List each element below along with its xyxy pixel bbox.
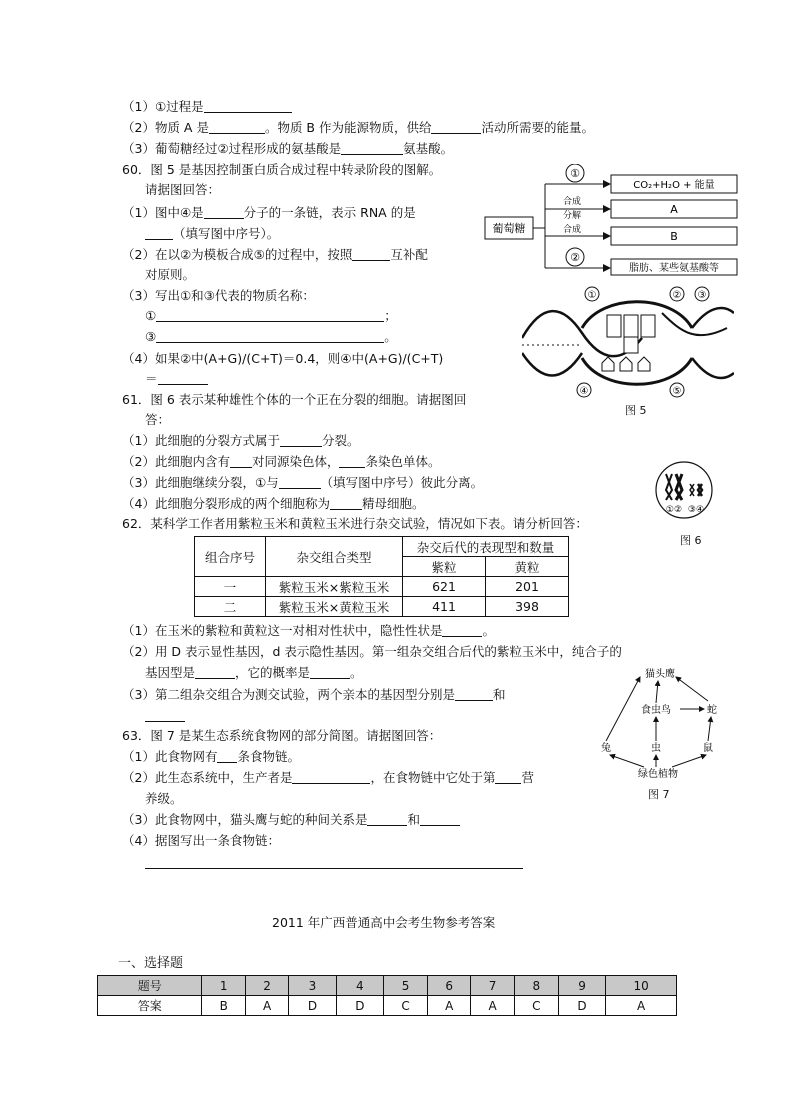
q61-line1: （1）此细胞的分裂方式属于 分裂。 <box>122 433 360 448</box>
answer-blank[interactable] <box>279 475 321 489</box>
q60-line1b: （填写图中序号）。 <box>145 225 279 243</box>
answer-blank[interactable] <box>339 454 365 468</box>
q62-line2: （2）用 D 表示显性基因，d 表示隐性基因。第一组杂交组合后代的紫粒玉米中，纯合子的 <box>122 644 622 659</box>
q63-line2b: 养级。 <box>145 791 183 806</box>
fig5-caption: 图 5 <box>625 404 647 417</box>
node-mouse: 鼠 <box>703 743 713 754</box>
svg-text:分解: 分解 <box>563 211 582 221</box>
svg-text:③④: ③④ <box>687 505 705 515</box>
answer-blank[interactable] <box>195 665 235 679</box>
q60-line2b: 对原则。 <box>145 267 196 282</box>
q60-line1: （1）图中④是 分子的一条链，表示 RNA 的是 <box>122 205 416 220</box>
th-result: 杂交后代的表现型和数量 <box>403 537 569 557</box>
svg-text:②: ② <box>570 251 580 264</box>
node-insect: 虫 <box>651 743 661 754</box>
answer-blank[interactable] <box>145 855 523 869</box>
answer-table-row: 答案 B A D D C A A C D A <box>98 996 677 1016</box>
fig7-caption: 图 7 <box>648 788 670 801</box>
svg-text:CO₂+H₂O + 能量: CO₂+H₂O + 能量 <box>633 180 715 191</box>
answers-section: 一、选择题 <box>118 956 184 971</box>
svg-text:A: A <box>670 203 678 216</box>
q59-line1: （1）①过程是 <box>122 98 292 116</box>
q59-line3: （3）葡萄糖经过②过程形成的氨基酸是 氨基酸。 <box>122 141 454 156</box>
q63-line3: （3）此食物网中，猫头鹰与蛇的种间关系是 和 <box>122 811 460 829</box>
svg-text:合成: 合成 <box>563 225 582 235</box>
answer-blank[interactable] <box>209 120 265 134</box>
svg-text:③: ③ <box>697 290 707 301</box>
answer-blank[interactable] <box>158 371 208 385</box>
answer-blank[interactable] <box>341 141 403 155</box>
node-bird: 食虫鸟 <box>641 705 671 716</box>
q63-title: 63．图 7 是某生态系统食物网的部分简图。请据图回答： <box>122 728 442 743</box>
answer-table <box>97 975 677 1016</box>
node-snake: 蛇 <box>707 705 717 716</box>
q63-line4: （4）据图写出一条食物链： <box>122 833 280 848</box>
svg-text:⑤: ⑤ <box>672 386 682 397</box>
answer-blank[interactable] <box>230 454 252 468</box>
answer-blank[interactable] <box>156 329 384 343</box>
answer-blank[interactable] <box>495 770 521 784</box>
q60-line4b: ＝ <box>145 370 208 388</box>
metabolism-diagram <box>483 164 739 276</box>
q60-line3a: ① ； <box>145 308 397 323</box>
fig6-caption: 图 6 <box>680 534 702 547</box>
transcription-diagram <box>522 283 734 403</box>
q59-line2: （2）物质 A 是 。物质 B 作为能源物质，供给 活动所需要的能量。 <box>122 120 594 135</box>
q63-line2: （2）此生态系统中，生产者是 ，在食物链中它处于第 营 <box>122 770 534 785</box>
th-purple: 紫粒 <box>403 557 486 577</box>
svg-text:脂肪、某些氨基酸等: 脂肪、某些氨基酸等 <box>629 263 719 274</box>
node-rabbit: 兔 <box>601 743 611 754</box>
q63-line4b <box>145 854 523 872</box>
q60-line3: （3）写出①和③代表的物质名称： <box>122 288 315 303</box>
q62-line1: （1）在玉米的紫粒和黄粒这一对相对性状中，隐性性状是 。 <box>122 623 495 638</box>
q62-line3b <box>145 707 185 725</box>
answer-blank[interactable] <box>367 812 407 826</box>
svg-text:①: ① <box>587 290 597 301</box>
q62-line2b: 基因型是 ，它的概率是 。 <box>145 665 363 680</box>
answer-blank[interactable] <box>420 812 460 826</box>
q61-title: 61．图 6 表示某种雄性个体的一个正在分裂的细胞。请据图回 <box>122 392 467 407</box>
svg-text:②: ② <box>672 290 682 301</box>
answer-blank[interactable] <box>455 687 493 701</box>
food-web-diagram <box>596 663 726 783</box>
answer-blank[interactable] <box>217 749 237 763</box>
q60-prompt: 请据图回答： <box>145 182 221 197</box>
answer-blank[interactable] <box>280 433 322 447</box>
q60-line3b: ③ 。 <box>145 329 397 344</box>
svg-text:①②: ①② <box>665 505 683 515</box>
svg-text:B: B <box>670 230 678 243</box>
q60-line2: （2）在以②为模板合成⑤的过程中，按照 互补配 <box>122 247 428 262</box>
cross-table <box>194 536 569 617</box>
table-row: 一 紫粒玉米×紫粒玉米 621 201 <box>195 577 569 597</box>
q60-line4: （4）如果②中(A+G)/(C+T)＝0.4，则④中(A+G)/(C+T) <box>122 351 444 366</box>
node-owl: 猫头鹰 <box>645 669 675 680</box>
answer-blank[interactable] <box>292 770 370 784</box>
q62-title: 62．某科学工作者用紫粒玉米和黄粒玉米进行杂交试验，情况如下表。请分析回答： <box>122 516 588 531</box>
q63-line1: （1）此食物网有 条食物链。 <box>122 749 300 764</box>
answer-blank[interactable] <box>442 623 482 637</box>
dividing-cell-diagram <box>654 460 714 520</box>
th-type: 杂交组合类型 <box>266 537 403 577</box>
node-plant: 绿色植物 <box>638 769 678 780</box>
answers-title: 2011 年广西普通高中会考生物参考答案 <box>272 915 496 930</box>
q61-line3: （3）此细胞继续分裂，①与 （填写图中序号）彼此分离。 <box>122 475 484 490</box>
answer-blank[interactable] <box>431 120 481 134</box>
answer-blank[interactable] <box>310 665 350 679</box>
q61-line2: （2）此细胞内含有 对同源染色体， 条染色单体。 <box>122 454 441 469</box>
answer-blank[interactable] <box>145 226 173 240</box>
th-index: 组合序号 <box>195 537 266 577</box>
q62-line3: （3）第二组杂交组合为测交试验，两个亲本的基因型分别是 和 <box>122 687 506 702</box>
answer-blank[interactable] <box>330 496 362 510</box>
svg-text:合成: 合成 <box>563 197 582 207</box>
answer-blank[interactable] <box>156 308 384 322</box>
glucose-label: 葡萄糖 <box>492 222 526 235</box>
answer-table-header: 题号 1 2 3 4 5 6 7 8 9 10 <box>98 976 677 996</box>
svg-text:①: ① <box>570 167 580 180</box>
q60-title: 60．图 5 是基因控制蛋白质合成过程中转录阶段的图解。 <box>122 162 442 177</box>
q61-title2: 答： <box>145 412 171 427</box>
table-row: 二 紫粒玉米×黄粒玉米 411 398 <box>195 597 569 617</box>
answer-blank[interactable] <box>145 708 185 722</box>
q61-line4: （4）此细胞分裂形成的两个细胞称为 精母细胞。 <box>122 496 425 511</box>
answer-blank[interactable] <box>204 99 292 113</box>
svg-text:④: ④ <box>579 386 589 397</box>
answer-blank[interactable] <box>204 205 244 219</box>
answer-blank[interactable] <box>352 247 390 261</box>
th-yellow: 黄粒 <box>486 557 569 577</box>
